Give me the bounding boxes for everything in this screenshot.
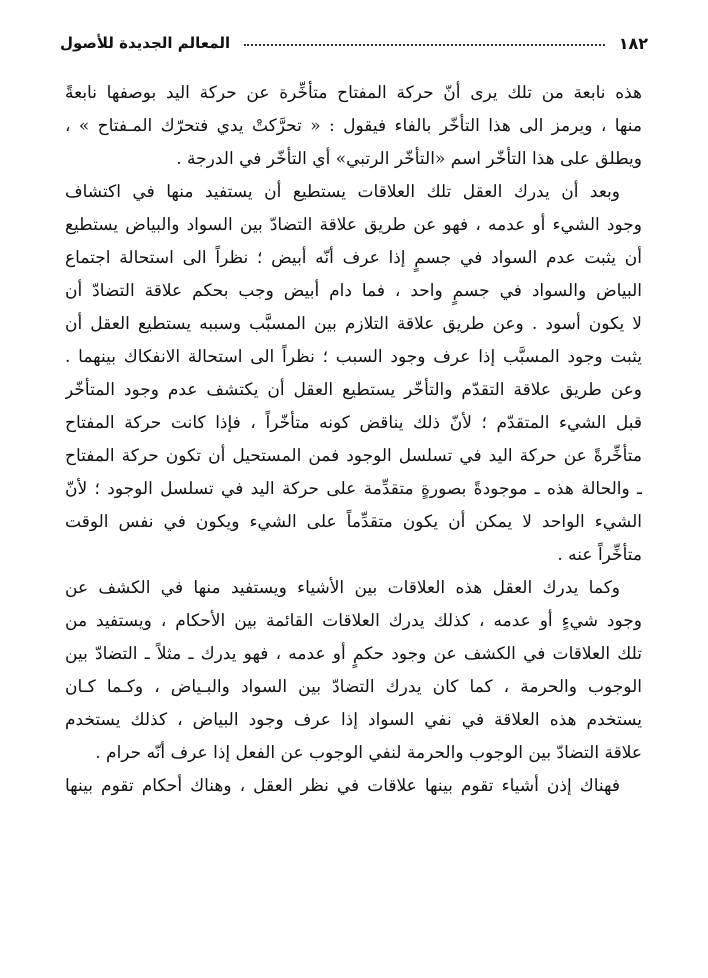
text-line: فهناك إذن أشياء تقوم بينها علاقات في نظر العقل ، وهناك أحكام تقوم بينها xyxy=(65,776,620,796)
paragraph xyxy=(65,770,642,803)
text-line: وجود شيءٍ أو عدمه ، كذلك يدرك العلاقات القائمة بين الأحكام ، ويستفيد من xyxy=(65,611,642,631)
text-line: علاقة التضادّ بين الوجوب والحرمة لنفي الوجوب عن الفعل إذا عرف أنّه حرام . xyxy=(95,743,642,763)
page-body xyxy=(65,77,642,803)
page-header xyxy=(60,30,648,56)
text-line: وعن طريق علاقة التقدّم والتأخّر يستطيع العقل أن يكتشف عدم وجود المتأخّر xyxy=(65,380,642,400)
text-line: تلك العلاقات في الكشف عن وجود حكمٍ أو عدمه ، فهو يدرك ـ مثلاً ـ التضادّ بين xyxy=(65,644,642,664)
text-line: الشيء الواحد لا يمكن أن يكون متقدِّماً على الشيء ويكون في نفس الوقت xyxy=(65,512,642,532)
page-number: ١٨٢ xyxy=(618,33,648,53)
text-line: متأخِّرةً عن حركة اليد في تسلسل الوجود فمن المستحيل أن تكون حركة المفتاح xyxy=(65,446,642,466)
text-line: يستخدم هذه العلاقة في نفي السواد إذا عرف وجود البياض ، كذلك يستخدم xyxy=(65,710,642,730)
text-line: يثبت وجود المسبَّب إذا عرف وجود السبب ؛ نظراً الى استحالة الانفكاك بينهما . xyxy=(65,347,642,367)
text-line: البياض والسواد في جسمٍ واحد ، فما دام أبيض وجب بحكم علاقة التضادّ أن xyxy=(65,281,642,301)
text-line: ويطلق على هذا التأخّر اسم «التأخّر الرتبي» أي التأخّر في الدرجة . xyxy=(176,149,642,169)
text-line: وبعد أن يدرك العقل تلك العلاقات يستطيع أن يستفيد منها في اكتشاف xyxy=(65,182,620,202)
text-line: هذه نابعة من تلك يرى أنّ حركة المفتاح متأخِّرة عن حركة اليد بوصفها نابعةً xyxy=(65,83,642,103)
paragraph xyxy=(65,77,642,176)
running-title: المعالم الجديدة للأصول xyxy=(60,34,231,52)
text-line: متأخِّراً عنه . xyxy=(557,545,642,565)
text-line: أن يثبت عدم السواد في جسمٍ إذا عرف أنّه أبيض ؛ نظراً الى استحالة اجتماع xyxy=(65,248,642,268)
text-line: قبل الشيء المتقدّم ؛ لأنّ ذلك يناقض كونه متأخّراً ، فإذا كانت حركة المفتاح xyxy=(65,413,642,433)
dotted-leader xyxy=(244,44,605,46)
text-line: الوجوب والحرمة ، كما كان يدرك التضادّ بين السواد والبـياض ، وكـما كـان xyxy=(65,677,642,697)
paragraph xyxy=(65,572,642,770)
text-line: لا يكون أسود . وعن طريق علاقة التلازم بين المسبَّب وسببه يستطيع العقل أن xyxy=(65,314,642,334)
text-line: ـ والحالة هذه ـ موجودةً بصورةٍ متقدِّمة على حركة اليد في تسلسل الوجود ؛ لأنّ xyxy=(65,479,642,499)
text-line: وكما يدرك العقل هذه العلاقات بين الأشياء ويستفيد منها في الكشف عن xyxy=(65,578,620,598)
text-line: منها ، ويرمز الى هذا التأخّر بالفاء فيقول : « تحرَّكتْ يدي فتحرّك المـفتاح » ، xyxy=(65,116,642,136)
text-line: وجود الشيء أو عدمه ، فهو عن طريق علاقة التضادّ بين السواد والبياض يستطيع xyxy=(65,215,642,235)
paragraph xyxy=(65,176,642,572)
